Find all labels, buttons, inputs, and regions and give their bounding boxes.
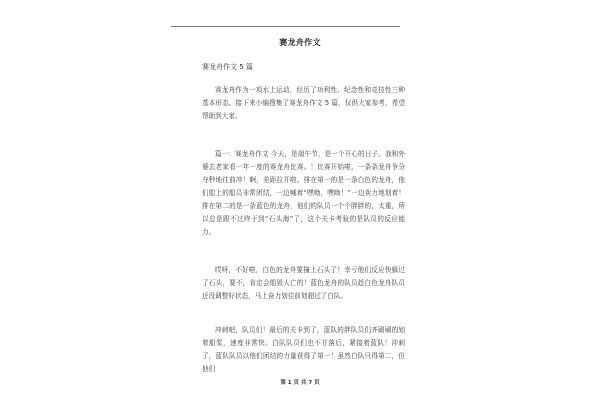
- header-rule: [171, 26, 400, 27]
- document-subtitle: 赛龙舟作文 5 篇: [202, 63, 253, 71]
- page-number: 第 1 页 共 7 页: [280, 380, 320, 386]
- essay-paragraph-2: 哎呀，不好啦，白色的龙舟要撞上石头了！幸亏他们反应快躲过了石头，要不，肯定会船毁人亡的！蓝色龙舟的队员趁白色龙舟队员还没调整好状态，马上奋力划往前划超过了白队。: [202, 266, 405, 300]
- intro-paragraph: 赛龙舟作为一项水上运动，经历了功利性、纪念性和竞技性三种基本形态。接下来小编搜集了赛龙舟作文 5 篇，仅供大家参考，希望帮助到大家。: [202, 86, 405, 120]
- essay-paragraph-3: 冲刺吧，队员们！最后的关卡到了，蓝队的胖队员们齐刷刷的划着船桨，速度非常快。白队队员们也不甘落后，紧接着蓝队！冲刺了，蓝队队员以他们团结的力量获得了第一！虽然白队只得第二，但他们: [202, 326, 405, 373]
- essay-paragraph-1: 篇一：赛龙舟作文 今天，是端午节，是一个开心的日子。我和外婆去老家看一年一度的赛龙舟比赛。！比赛开始啦，一条条龙舟争分夺秒地往前冲！啊，差距拉开啦。排在第一的是一条白色的龙舟，他们船上的船员非常团结，一边喊着“嘿呦，嘿呦！”一边卖力地划着！排在第二的是一条蓝色的龙舟，他们的队员一个个胖胖的，太重，所以总是跟不过终于到“石头海”了，这个关卡考验的是队员的反应能力。: [202, 150, 405, 236]
- document-title: 赛龙舟作文: [279, 38, 321, 47]
